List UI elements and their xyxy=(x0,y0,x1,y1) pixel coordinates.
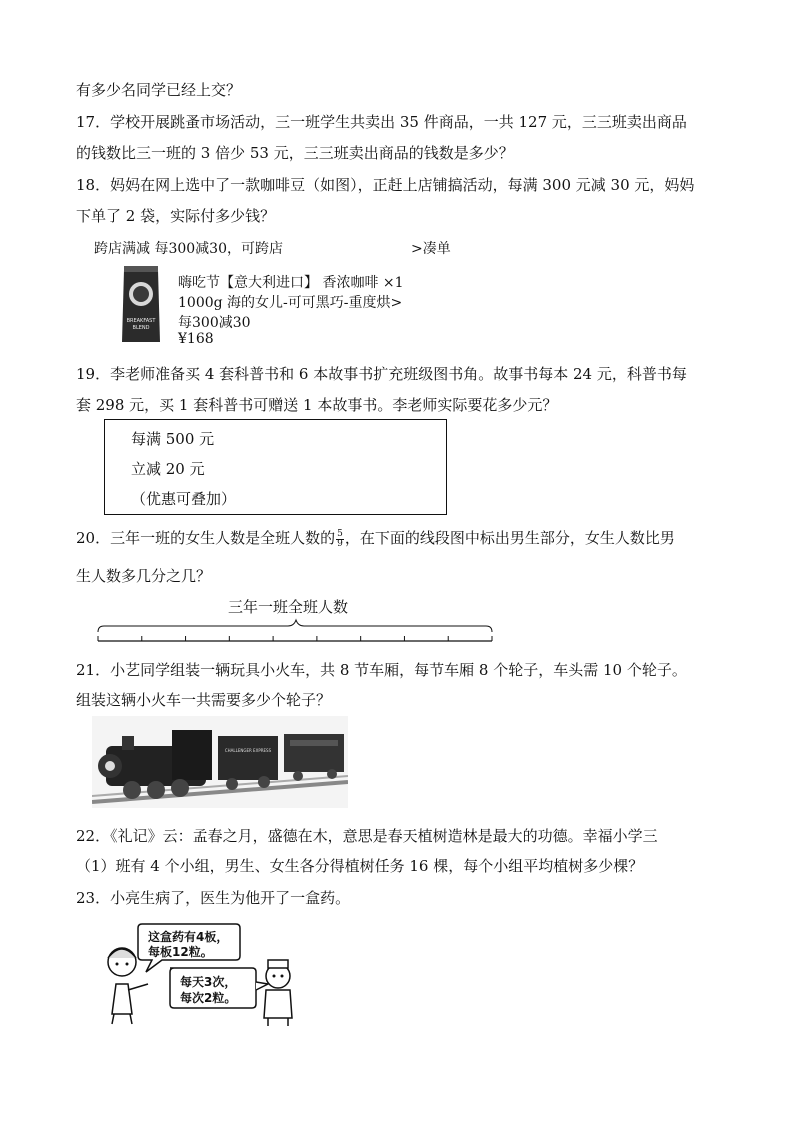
q21-text-line2: 组装这辆小火车一共需要多少个轮子？ xyxy=(76,691,332,709)
offer-line-2: 立减 20 元 xyxy=(131,460,205,478)
fraction-numerator: 5 xyxy=(337,528,343,539)
q19-text-line2: 套 298 元，买 1 套科普书可赠送 1 本故事书。李老师实际要花多少元？ xyxy=(76,396,558,414)
bag-label-2: BLEND xyxy=(132,325,150,331)
q22-text-line1: 22．《礼记》云：孟春之月，盛德在木，意思是春天植树造林是最大的功德。幸福小学三 xyxy=(76,827,658,845)
bubble1-line1: 这盒药有4板， xyxy=(148,930,229,944)
bubble2-line1: 每天3次， xyxy=(180,975,237,989)
shop-cou-dan-link: >凑单 xyxy=(411,241,451,257)
offer-line-3: （优惠可叠加） xyxy=(131,490,237,508)
q20-text-pre: 20．三年一班的女生人数是全班人数的 xyxy=(76,529,336,547)
coffee-bag-image xyxy=(120,264,162,344)
segment-diagram xyxy=(96,616,496,646)
q20-text-post: ，在下面的线段图中标出男生部分，女生人数比男 xyxy=(344,529,675,547)
offer-line-1: 每满 500 元 xyxy=(131,430,215,448)
q22-text-line2: （1）班有 4 个小组，男生、女生各分得植树任务 16 棵，每个小组平均植树多少棵？ xyxy=(76,857,644,875)
q17-text-line1: 17．学校开展跳蚤市场活动，三一班学生共卖出 35 件商品，一共 127 元，三三班卖出商品 xyxy=(76,113,687,131)
offer-box xyxy=(104,419,447,515)
fraction-five-ninths xyxy=(336,530,344,549)
q16-text-end: 有多少名同学已经上交？ xyxy=(76,81,242,99)
shop-product-title-1: 嗨吃节【意大利进口】 香浓咖啡 ×1 xyxy=(178,275,404,291)
tender-label: CHALLENGER EXPRESS xyxy=(224,748,272,753)
q19-text-line1: 19．李老师准备买 4 套科普书和 6 本故事书扩充班级图书角。故事书每本 24 元，科普书每 xyxy=(76,365,687,383)
doctor-cartoon xyxy=(102,920,302,1028)
shop-product-title-2: 1000g 海的女儿-可可黑巧-重度烘> xyxy=(178,295,403,311)
q20-text-line1 xyxy=(76,528,675,549)
q18-text-line2: 下单了 2 袋，实际付多少钱？ xyxy=(76,207,276,225)
q17-text-line2: 的钱数比三一班的 3 倍少 53 元，三三班卖出商品的钱数是多少？ xyxy=(76,144,514,162)
fraction-denominator: 9 xyxy=(337,538,343,549)
toy-train-image xyxy=(92,716,348,808)
q20-text-line2: 生人数多几分之几？ xyxy=(76,567,212,585)
bubble2-line2: 每次2粒。 xyxy=(180,991,237,1005)
q21-text-line1: 21．小艺同学组装一辆玩具小火车，共 8 节车厢，每节车厢 8 个轮子，车头需 10 个轮子。 xyxy=(76,661,687,679)
q18-text-line1: 18．妈妈在网上选中了一款咖啡豆（如图），正赶上店铺搞活动，每满 300 元减 30 元，妈妈 xyxy=(76,176,695,194)
shop-price: ¥168 xyxy=(178,331,214,347)
bag-label-1: BREAKFAST xyxy=(126,318,156,324)
bubble1-line2: 每板12粒。 xyxy=(148,945,213,959)
shop-promo-text: 跨店满减 每300减30，可跨店 xyxy=(94,241,283,257)
q23-text-line1: 23．小亮生病了，医生为他开了一盒药。 xyxy=(76,889,351,907)
shop-discount-label: 每300减30 xyxy=(178,315,251,331)
segment-diagram-label: 三年一班全班人数 xyxy=(228,598,349,616)
